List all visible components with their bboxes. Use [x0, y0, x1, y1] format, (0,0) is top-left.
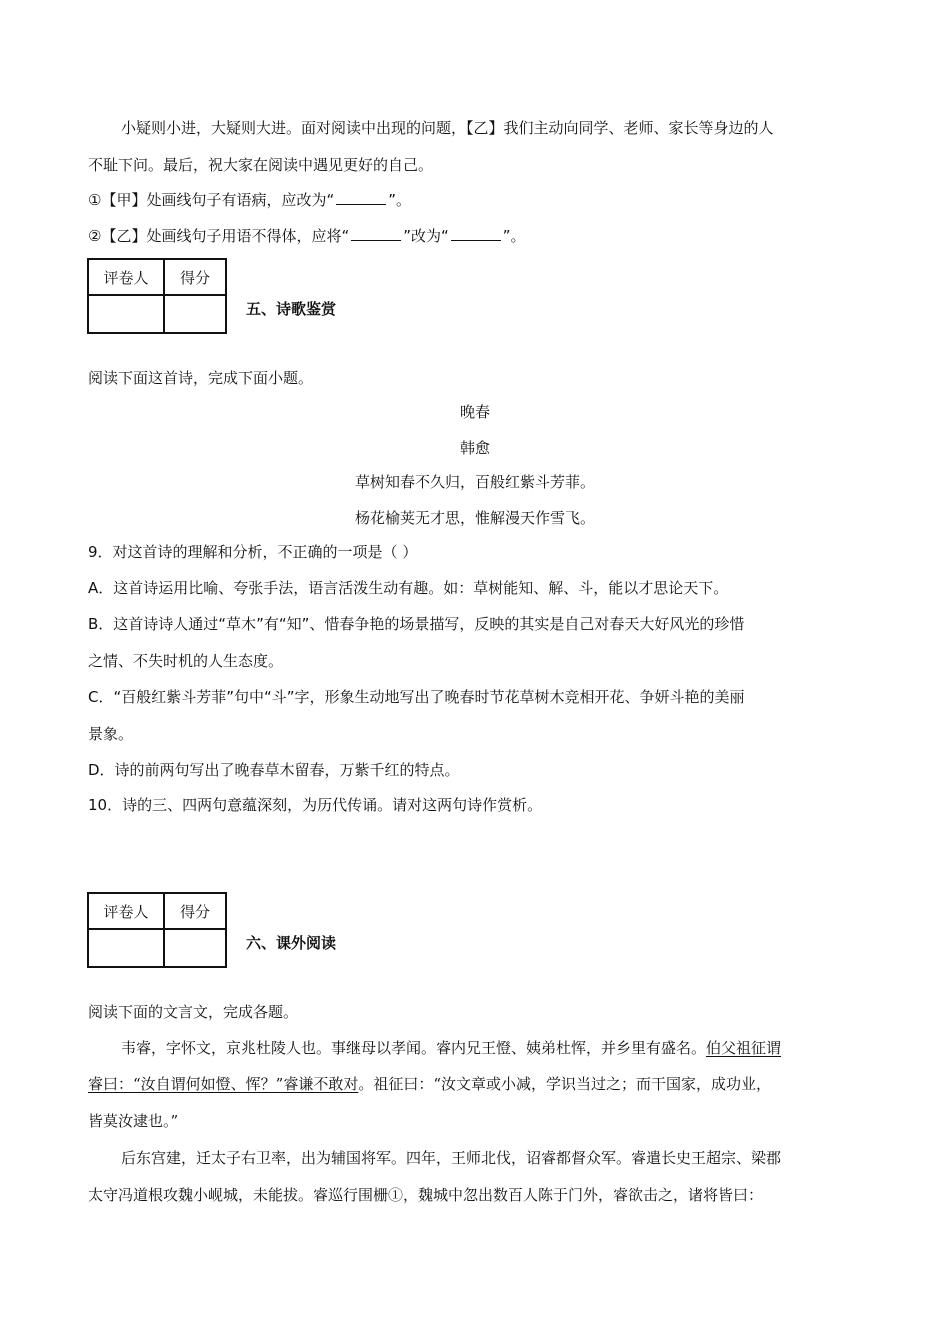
passage-p1-text-d: 。祖征曰：“汝文章或小减，学识当过之；而干国家，成功业， [358, 1075, 772, 1093]
option-c-line-2: 景象。 [88, 725, 134, 743]
question-item-1 [88, 190, 863, 210]
score-table-section-6 [87, 892, 227, 968]
poem-line-1: 草树知春不久归，百般红紫斗芳菲。 [354, 473, 595, 491]
section-6-title: 六、课外阅读 [246, 934, 337, 952]
score-cell [164, 295, 226, 333]
answer-blank-1[interactable] [336, 190, 386, 205]
poem-line-2: 杨花榆荚无才思，惟解漫天作雪飞。 [354, 509, 595, 527]
item2-middle: ”改为“ [403, 227, 449, 245]
question-9-stem: 9．对这首诗的理解和分析，不正确的一项是（ ） [88, 543, 418, 561]
grader-cell [88, 929, 164, 967]
grader-label: 评卷人 [88, 259, 164, 295]
poem-author: 韩愈 [459, 439, 490, 457]
passage-p1-text-a: 韦睿，字怀文，京兆杜陵人也。事继母以孝闻。睿内兄王憕、姨弟杜恽，并乡里有盛名。 [121, 1039, 707, 1057]
item2-suffix: ”。 [502, 227, 526, 245]
intro-line-1: 小疑则小进，大疑则大进。面对阅读中出现的问题，【乙】我们主动向同学、老师、家长等身边的人 [121, 119, 774, 137]
item1-prefix: ①【甲】处画线句子有语病，应改为“ [88, 191, 335, 209]
option-c-line-1: C．“百般红紫斗芳菲”句中“斗”字，形象生动地写出了晚春时节花草树木竞相开花、争妍斗艳的美丽 [88, 688, 745, 706]
section-5-instruction: 阅读下面这首诗，完成下面小题。 [88, 369, 314, 387]
score-label: 得分 [164, 893, 226, 929]
score-label: 得分 [164, 259, 226, 295]
passage-p1-line-3: 皆莫汝逮也。” [88, 1112, 179, 1130]
item1-suffix: ”。 [388, 191, 412, 209]
question-10: 10．诗的三、四两句意蕴深刻，为历代传诵。请对这两句诗作赏析。 [88, 796, 543, 814]
grader-cell [88, 295, 164, 333]
underlined-sentence-part-2: 睿曰：“汝自谓何如憕、恽？”睿谦不敢对 [88, 1075, 359, 1093]
option-a: A．这首诗运用比喻、夸张手法，语言活泼生动有趣。如：草树能知、解、斗，能以才思论天下。 [88, 579, 729, 597]
answer-blank-2[interactable] [351, 226, 401, 241]
intro-line-2: 不耻下问。最后，祝大家在阅读中遇见更好的自己。 [88, 156, 434, 174]
option-b-line-2: 之情、不失时机的人生态度。 [88, 652, 284, 670]
score-table-section-5 [87, 258, 227, 334]
grader-label: 评卷人 [88, 893, 164, 929]
item2-prefix: ②【乙】处画线句子用语不得体，应将“ [88, 227, 350, 245]
option-b-line-1: B．这首诗诗人通过“草木”有“知”、惜春争艳的场景描写，反映的其实是自己对春天大好风光的珍惜 [88, 615, 745, 633]
option-d: D．诗的前两句写出了晚春草木留春，万紫千红的特点。 [88, 761, 460, 779]
answer-blank-3[interactable] [451, 226, 501, 241]
passage-p1-line-2 [88, 1074, 863, 1094]
underlined-sentence-part-1: 伯父祖征谓 [706, 1039, 782, 1057]
passage-p2-line-2: 太守冯道根攻魏小岘城，未能拔。睿巡行围栅①，魏城中忽出数百人陈于门外，睿欲击之，诸将皆曰： [88, 1186, 764, 1204]
question-item-2 [88, 226, 863, 246]
section-5-title: 五、诗歌鉴赏 [246, 300, 337, 318]
passage-p1-line-1 [121, 1038, 863, 1058]
poem-title: 晚春 [459, 403, 490, 421]
passage-p2-line-1: 后东宫建，迁太子右卫率，出为辅国将军。四年，王师北伐，诏睿都督众军。睿遣长史王超宗、梁郡 [121, 1149, 782, 1167]
section-6-instruction: 阅读下面的文言文，完成各题。 [88, 1003, 299, 1021]
score-cell [164, 929, 226, 967]
